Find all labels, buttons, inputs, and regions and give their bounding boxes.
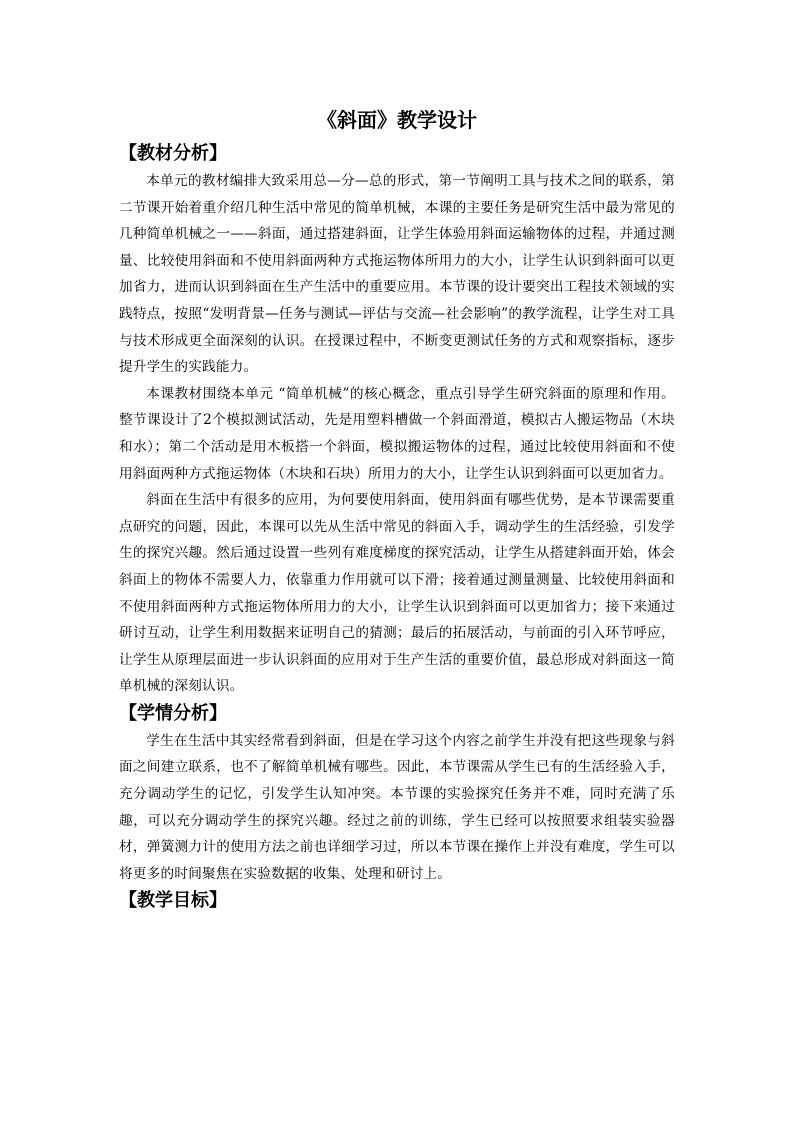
paragraph-textbook-2: 本课教材围绕本单元 “简单机械”的核心概念，重点引导学生研究斜面的原理和作用。整节课设计了2个模拟测试活动，先是用塑料槽做一个斜面滑道，模拟古人搬运物品（木块和水）；第二个活动是用木板搭一个斜面，模拟搬运物体的过程，通过比较使用斜面和不使用斜面两种方式拖运物体（木块和石块）所用力的大小，让学生认识到斜面可以更加省力。 xyxy=(119,385,675,482)
section-heading-textbook-analysis: 【教材分析】 xyxy=(119,143,227,164)
section-heading-student-analysis: 【学情分析】 xyxy=(119,702,227,724)
paragraph-textbook-1: 本单元的教材编排大致采用总—分—总的形式，第一节阐明工具与技术之间的联系，第二节课开始着重介绍几种生活中常见的简单机械，本课的主要任务是研究生活中最为常见的几种简单机械之一——斜面，通过搭建斜面，让学生体验用斜面运输物体的过程，并通过测量、比较使用斜面和不使用斜面两种方式拖运物体所用力的大小，让学生认识到斜面可以更加省力，进而认识到斜面在生产生活中的重要应用。本节课的设计要突出工程技术领域的实践特点，按照“发明背景—任务与测试—评估与交流—社会影响”的教学流程，让学生对工具与技术形成更全面深刻的认识。在授课过程中，不断变更测试任务的方式和观察指标，逐步提升学生的实践能力。 xyxy=(119,173,675,376)
document-title: 《斜面》教学设计 xyxy=(317,108,477,132)
section-heading-teaching-goals: 【教学目标】 xyxy=(119,890,227,912)
paragraph-student-1: 学生在生活中其实经常看到斜面，但是在学习这个内容之前学生并没有把这些现象与斜面之间建立联系，也不了解简单机械有哪些。因此，本节课需从学生已有的生活经验入手，充分调动学生的记忆，引发学生认知冲突。本节课的实验探究任务并不难，同时充满了乐趣，可以充分调动学生的探究兴趣。经过之前的训练，学生已经可以按照要求组装实验器材，弹簧测力计的使用方法之前也详细学习过，所以本节课在操作上并没有难度，学生可以将更多的时间聚焦在实验数据的收集、处理和研讨上。 xyxy=(119,732,675,882)
paragraph-textbook-3: 斜面在生活中有很多的应用，为何要使用斜面，使用斜面有哪些优势，是本节课需要重点研究的问题，因此，本课可以先从生活中常见的斜面入手，调动学生的生活经验，引发学生的探究兴趣。然后通过设置一些列有难度梯度的探究活动，让学生从搭建斜面开始，体会斜面上的物体不需要人力，依靠重力作用就可以下滑；接着通过测量测量、比较使用斜面和不使用斜面两种方式拖运物体所用力的大小，让学生认识到斜面可以更加省力；接下来通过研讨互动，让学生利用数据来证明自己的猜测；最后的拓展活动，与前面的引入环节呼应，让学生从原理层面进一步认识斜面的应用对于生产生活的重要价值，最总形成对斜面这一简单机械的深刻认识。 xyxy=(119,492,675,695)
document-body xyxy=(119,140,675,915)
